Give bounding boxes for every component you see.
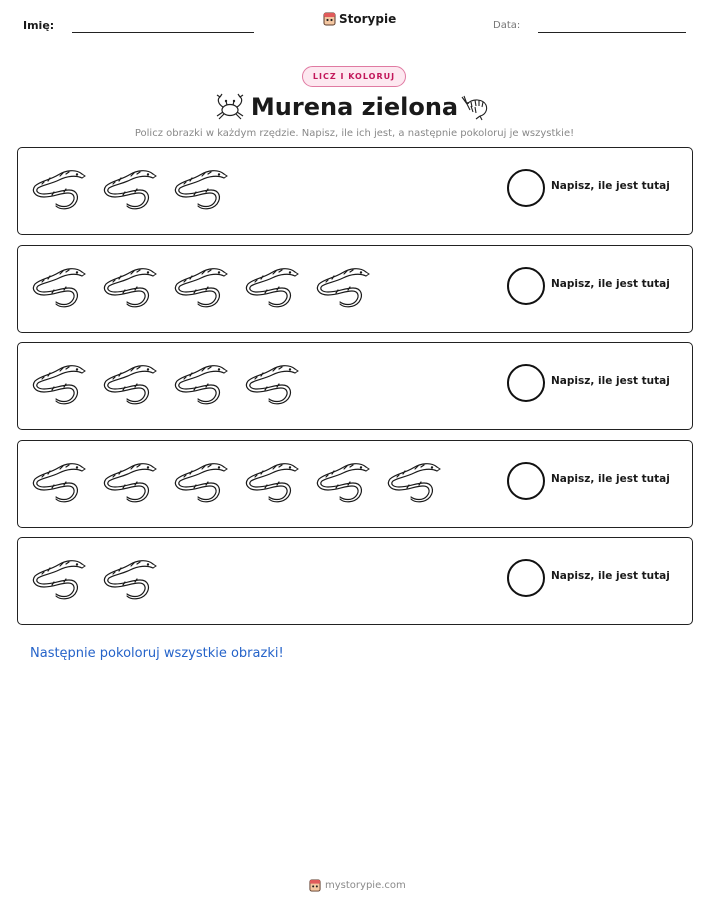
answer-label: Napisz, ile jest tutaj [551,180,670,192]
site-footer [309,879,406,892]
worksheet-header [0,0,709,50]
name-write-line[interactable] [72,32,254,33]
storypie-mascot-icon [309,879,321,892]
activity-tag: LICZ I KOLORUJ [302,66,406,87]
crab-icon [214,92,246,122]
moray-eel-icon [385,459,441,505]
counting-rows [17,147,693,635]
answer-label: Napisz, ile jest tutaj [551,570,670,582]
moray-eel-icon [30,166,86,212]
moray-eel-icon [172,361,228,407]
moray-eel-icon [172,264,228,310]
moray-eel-icon [101,166,157,212]
brand-logo [323,12,396,26]
answer-circle[interactable] [507,559,545,597]
page-title: Murena zielona [250,93,459,121]
name-label: Imię: [23,19,55,32]
moray-eel-icon [101,264,157,310]
moray-eel-icon [243,459,299,505]
moray-eel-icon [30,264,86,310]
moray-eel-icon [30,361,86,407]
answer-circle[interactable] [507,364,545,402]
answer-circle[interactable] [507,462,545,500]
date-write-line[interactable] [538,32,686,33]
date-label: Data: [493,20,521,31]
moray-eel-icon [172,459,228,505]
site-url: mystorypie.com [325,880,406,891]
row-pictures [30,166,228,212]
counting-row [17,342,693,430]
answer-label: Napisz, ile jest tutaj [551,472,670,485]
moray-eel-icon [30,556,86,602]
moray-eel-icon [243,264,299,310]
shrimp-icon [461,92,493,122]
moray-eel-icon [101,459,157,505]
row-pictures [30,556,157,602]
counting-row [17,537,693,625]
moray-eel-icon [314,264,370,310]
moray-eel-icon [314,459,370,505]
moray-eel-icon [172,166,228,212]
storypie-mascot-icon [323,12,336,26]
moray-eel-icon [101,556,157,602]
moray-eel-icon [30,459,86,505]
answer-circle[interactable] [507,169,545,207]
moray-eel-icon [101,361,157,407]
row-pictures [30,361,299,407]
counting-row [17,245,693,333]
answer-circle[interactable] [507,267,545,305]
answer-label: Napisz, ile jest tutaj [551,375,670,387]
moray-eel-icon [243,361,299,407]
counting-row [17,147,693,235]
counting-row [17,440,693,528]
title-row [0,90,709,124]
instructions: Policz obrazki w każdym rzędzie. Napisz, ile ich jest, a następnie pokoloruj je wszystkie! [134,128,575,139]
row-pictures [30,264,370,310]
row-pictures [30,459,441,505]
brand-name: Storypie [339,12,397,26]
coloring-note: Następnie pokoloruj wszystkie obrazki! [30,646,284,661]
answer-label: Napisz, ile jest tutaj [551,277,670,290]
